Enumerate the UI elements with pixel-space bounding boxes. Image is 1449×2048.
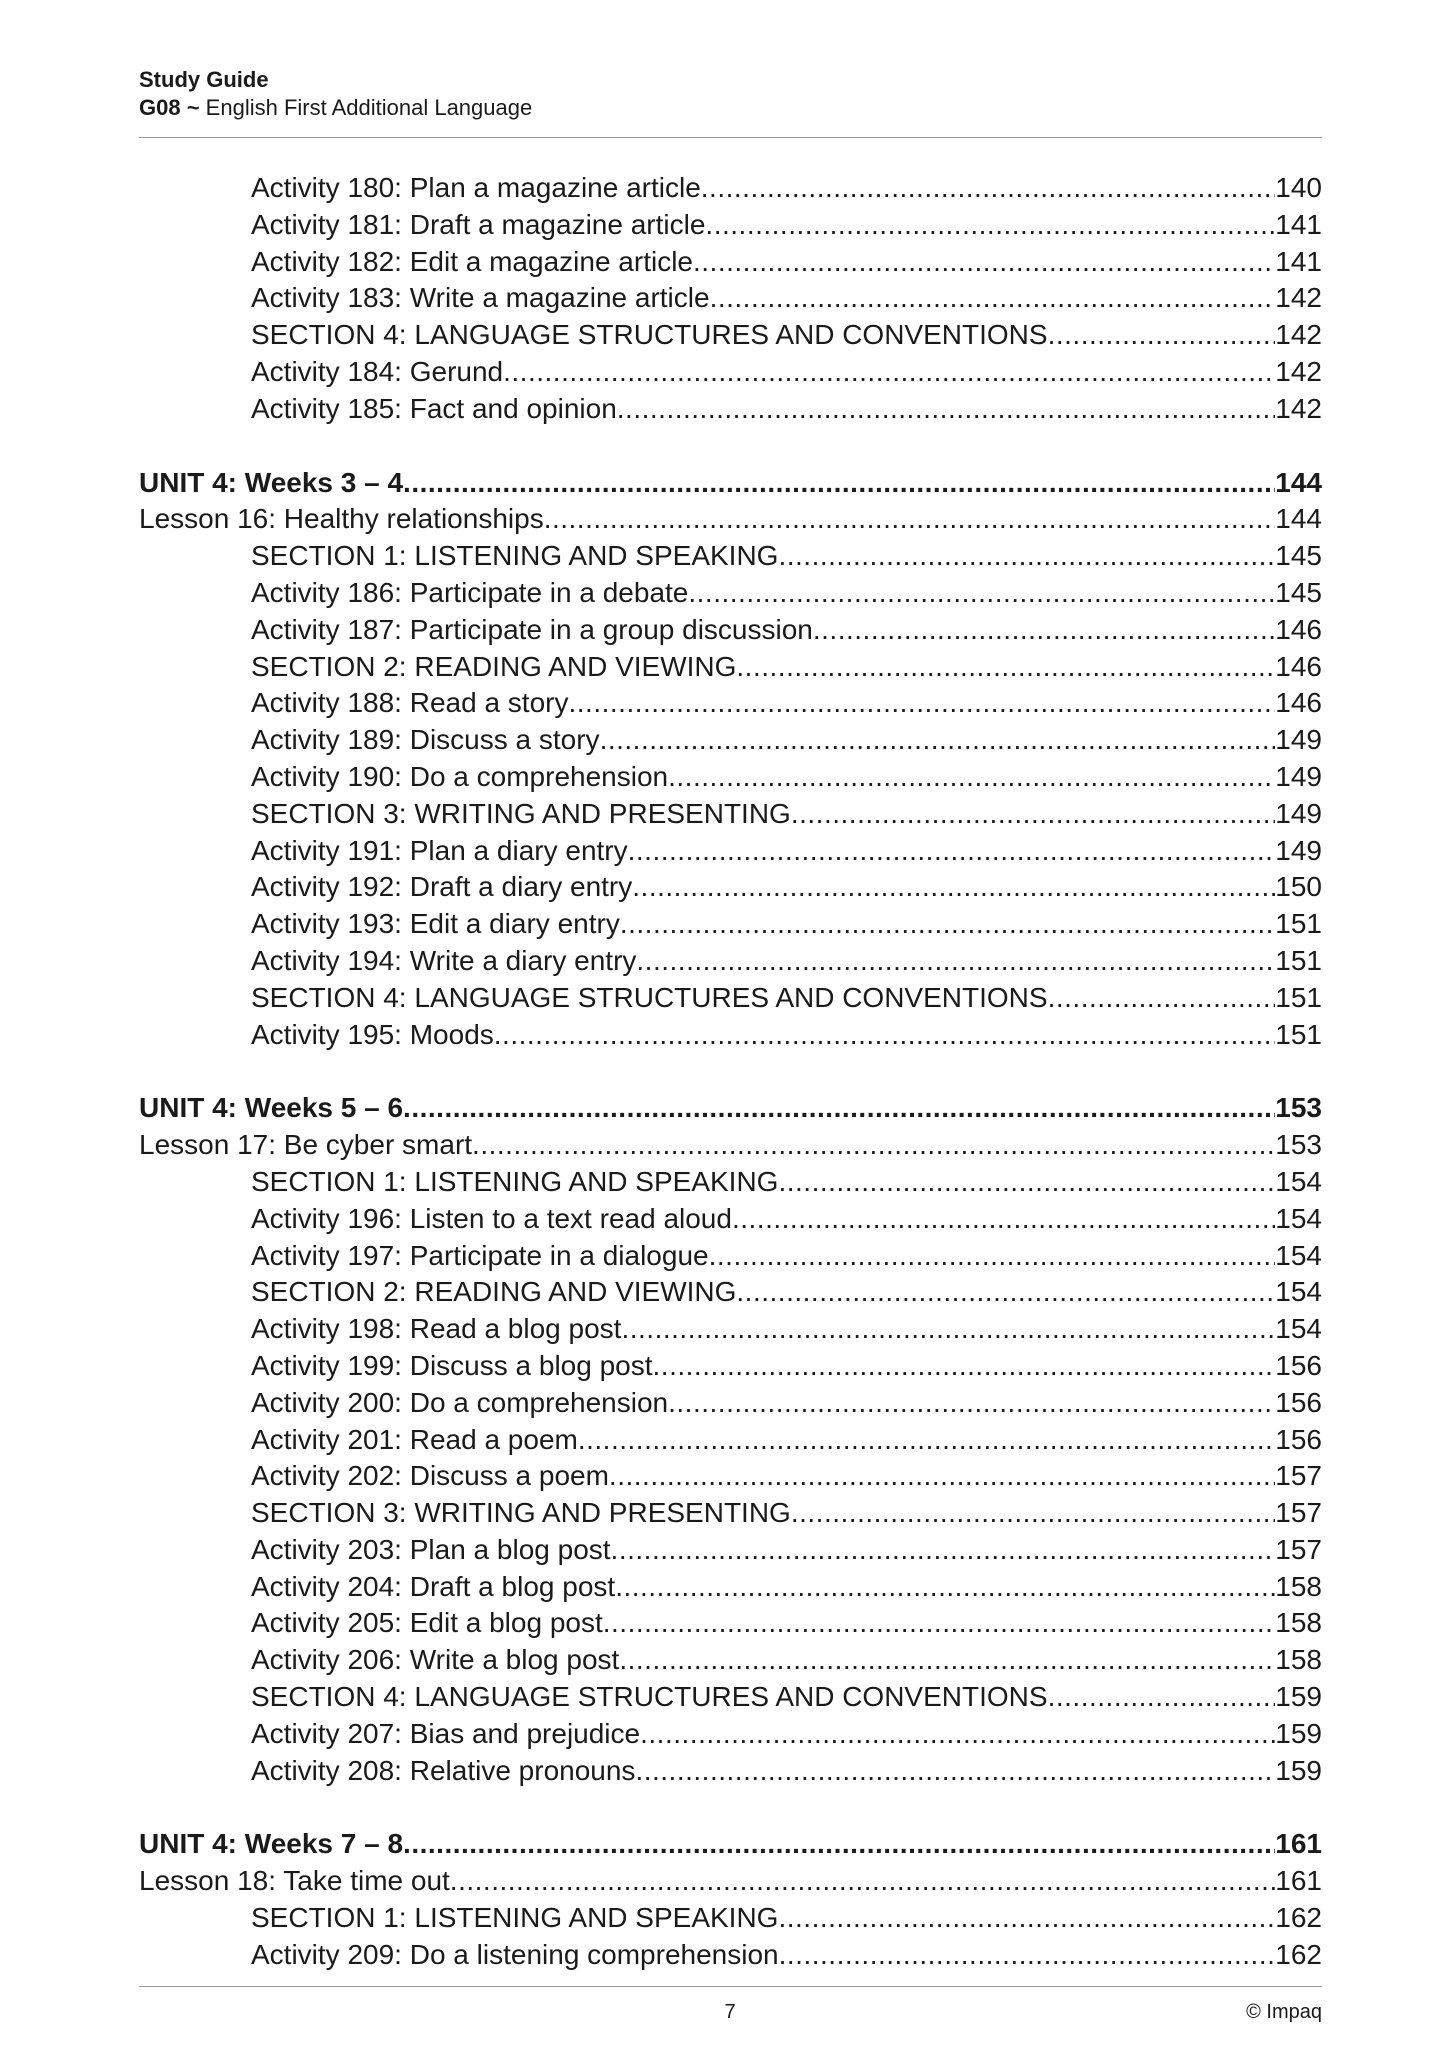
dot-leader [1048, 980, 1276, 1017]
toc-entry [139, 1937, 1322, 1974]
dot-leader [609, 1458, 1275, 1495]
toc-entry-title: Activity 183: Write a magazine article [251, 282, 710, 314]
toc-page-number: 141 [1275, 245, 1322, 277]
dot-leader [603, 1605, 1276, 1642]
dot-leader [778, 538, 1275, 575]
dot-leader [494, 1017, 1276, 1054]
toc-unit-heading [139, 1826, 1322, 1863]
dot-leader [472, 1127, 1275, 1164]
toc-entry-title: Activity 209: Do a listening comprehension [251, 1938, 779, 1970]
toc-page-number: 161 [1275, 1828, 1322, 1860]
toc-entry-title: SECTION 4: LANGUAGE STRUCTURES AND CONVENTIONS [251, 319, 1048, 351]
toc-entry-title: Activity 182: Edit a magazine article [251, 245, 693, 277]
toc-entry [139, 1458, 1322, 1495]
dot-leader [611, 1532, 1276, 1569]
dot-leader [778, 1900, 1275, 1937]
header-subject: English First Additional Language [205, 95, 533, 120]
toc-entry [139, 1532, 1322, 1569]
dot-leader [668, 1385, 1275, 1422]
dot-leader [791, 796, 1275, 833]
copyright-notice: © Impaq [1246, 2001, 1322, 2023]
dot-leader [736, 649, 1275, 686]
toc-entry [139, 906, 1322, 943]
toc-entry-title: UNIT 4: Weeks 3 – 4 [139, 466, 404, 498]
toc-page-number: 154 [1275, 1313, 1322, 1345]
dot-leader [544, 501, 1276, 538]
toc-entry-title: Activity 200: Do a comprehension [251, 1386, 669, 1418]
toc-page-number: 154 [1275, 1276, 1322, 1308]
toc-block [139, 465, 1322, 1054]
toc-block [139, 170, 1322, 428]
toc-lesson-entry [139, 501, 1322, 538]
toc-page-number: 156 [1275, 1349, 1322, 1381]
toc-page-number: 159 [1275, 1681, 1322, 1713]
header-title: Study Guide [139, 67, 269, 92]
toc-entry-title: Activity 187: Participate in a group discussion [251, 613, 813, 645]
toc-page-number: 157 [1275, 1460, 1322, 1492]
toc-entry [139, 612, 1322, 649]
toc-entry [139, 943, 1322, 980]
dot-leader [1048, 1679, 1276, 1716]
toc-entry-title: Lesson 16: Healthy relationships [139, 503, 544, 535]
toc-page-number: 146 [1275, 650, 1322, 682]
dot-leader [778, 1164, 1275, 1201]
toc-page-number: 159 [1275, 1717, 1322, 1749]
toc-page-number: 146 [1275, 687, 1322, 719]
toc-entry [139, 1605, 1322, 1642]
toc-page-number: 149 [1275, 797, 1322, 829]
page-number: 7 [724, 2001, 736, 2023]
toc-entry [139, 649, 1322, 686]
toc-page-number: 151 [1275, 981, 1322, 1013]
toc-page-number: 158 [1275, 1570, 1322, 1602]
dot-leader [503, 354, 1275, 391]
toc-entry [139, 207, 1322, 244]
toc-entry [139, 722, 1322, 759]
toc-unit-heading [139, 465, 1322, 502]
dot-leader [636, 943, 1275, 980]
toc-entry-title: Activity 199: Discuss a blog post [251, 1349, 653, 1381]
toc-page-number: 156 [1275, 1423, 1322, 1455]
dot-leader [732, 1201, 1275, 1238]
toc-entry [139, 1753, 1322, 1790]
toc-entry-title: Activity 198: Read a blog post [251, 1313, 622, 1345]
toc-unit-heading [139, 1090, 1322, 1127]
toc-page-number: 162 [1275, 1938, 1322, 1970]
dot-leader [628, 833, 1276, 870]
toc-entry-title: Lesson 18: Take time out [139, 1865, 450, 1897]
toc-block [139, 1826, 1322, 1973]
dot-leader [568, 685, 1275, 722]
dot-leader [617, 391, 1276, 428]
dot-leader [403, 465, 1275, 502]
toc-page-number: 153 [1275, 1092, 1322, 1124]
toc-page-number: 158 [1275, 1644, 1322, 1676]
header-subtitle [139, 94, 1322, 122]
dot-leader [619, 1642, 1275, 1679]
toc-entry [139, 833, 1322, 870]
toc-page-number: 162 [1275, 1902, 1322, 1934]
dot-leader [450, 1863, 1275, 1900]
toc-entry [139, 1716, 1322, 1753]
toc-entry-title: Activity 191: Plan a diary entry [251, 834, 628, 866]
dot-leader [621, 1311, 1275, 1348]
toc-entry [139, 1642, 1322, 1679]
toc-page-number: 159 [1275, 1754, 1322, 1786]
toc-entry-title: Activity 181: Draft a magazine article [251, 208, 706, 240]
toc-entry [139, 1201, 1322, 1238]
toc-page-number: 156 [1275, 1386, 1322, 1418]
dot-leader [705, 207, 1275, 244]
toc-entry [139, 1422, 1322, 1459]
toc-entry [139, 244, 1322, 281]
toc-entry [139, 575, 1322, 612]
dot-leader [653, 1348, 1276, 1385]
toc-entry [139, 1164, 1322, 1201]
header-grade: G08 ~ [139, 95, 200, 120]
toc-page-number: 142 [1275, 282, 1322, 314]
page-header [139, 66, 1322, 122]
dot-leader [709, 1238, 1276, 1275]
toc-entry-title: Lesson 17: Be cyber smart [139, 1129, 473, 1161]
toc-page-number: 145 [1275, 576, 1322, 608]
toc-entry [139, 1385, 1322, 1422]
dot-leader [701, 170, 1276, 207]
toc-entry-title: Activity 201: Read a poem [251, 1423, 578, 1455]
toc-page-number: 149 [1275, 834, 1322, 866]
toc-page-number: 158 [1275, 1607, 1322, 1639]
toc-page-number: 145 [1275, 540, 1322, 572]
table-of-contents [139, 170, 1322, 2011]
toc-block [139, 1090, 1322, 1789]
dot-leader [632, 869, 1275, 906]
toc-page-number: 142 [1275, 319, 1322, 351]
toc-entry-title: Activity 192: Draft a diary entry [251, 871, 633, 903]
toc-entry-title: Activity 195: Moods [251, 1018, 494, 1050]
toc-page-number: 161 [1275, 1865, 1322, 1897]
toc-entry-title: SECTION 4: LANGUAGE STRUCTURES AND CONVENTIONS [251, 1681, 1048, 1713]
toc-entry [139, 759, 1322, 796]
toc-entry-title: Activity 197: Participate in a dialogue [251, 1239, 709, 1271]
dot-leader [403, 1826, 1275, 1863]
toc-entry [139, 354, 1322, 391]
toc-entry-title: SECTION 2: READING AND VIEWING [251, 650, 737, 682]
toc-entry-title: UNIT 4: Weeks 5 – 6 [139, 1092, 404, 1124]
toc-lesson-entry [139, 1127, 1322, 1164]
toc-page-number: 157 [1275, 1533, 1322, 1565]
toc-entry-title: SECTION 3: WRITING AND PRESENTING [251, 797, 791, 829]
toc-entry [139, 317, 1322, 354]
toc-entry [139, 170, 1322, 207]
toc-entry [139, 980, 1322, 1017]
toc-page-number: 151 [1275, 1018, 1322, 1050]
toc-entry [139, 1495, 1322, 1532]
toc-page-number: 142 [1275, 355, 1322, 387]
toc-page-number: 151 [1275, 908, 1322, 940]
toc-entry-title: Activity 186: Participate in a debate [251, 576, 689, 608]
toc-page-number: 141 [1275, 208, 1322, 240]
dot-leader [688, 575, 1275, 612]
dot-leader [710, 280, 1276, 317]
toc-entry-title: Activity 189: Discuss a story [251, 724, 600, 756]
toc-entry [139, 1274, 1322, 1311]
toc-entry [139, 1311, 1322, 1348]
dot-leader [578, 1422, 1275, 1459]
toc-entry-title: Activity 205: Edit a blog post [251, 1607, 603, 1639]
dot-leader [600, 722, 1276, 759]
toc-entry-title: Activity 207: Bias and prejudice [251, 1717, 641, 1749]
toc-entry-title: Activity 202: Discuss a poem [251, 1460, 609, 1492]
dot-leader [640, 1716, 1275, 1753]
toc-entry-title: SECTION 1: LISTENING AND SPEAKING [251, 1902, 779, 1934]
toc-entry [139, 1679, 1322, 1716]
toc-entry [139, 1238, 1322, 1275]
dot-leader [779, 1937, 1276, 1974]
dot-leader [635, 1753, 1275, 1790]
toc-entry-title: SECTION 1: LISTENING AND SPEAKING [251, 1165, 779, 1197]
footer-divider [139, 1986, 1322, 1987]
dot-leader [620, 906, 1275, 943]
toc-page-number: 144 [1275, 503, 1322, 535]
toc-entry-title: SECTION 3: WRITING AND PRESENTING [251, 1497, 791, 1529]
toc-page-number: 140 [1275, 172, 1322, 203]
toc-page-number: 149 [1275, 724, 1322, 756]
toc-entry [139, 1900, 1322, 1937]
dot-leader [736, 1274, 1275, 1311]
toc-entry-title: Activity 206: Write a blog post [251, 1644, 620, 1676]
toc-page-number: 154 [1275, 1165, 1322, 1197]
toc-page-number: 142 [1275, 392, 1322, 424]
toc-entry-title: Activity 194: Write a diary entry [251, 944, 637, 976]
toc-page-number: 150 [1275, 871, 1322, 903]
toc-entry-title: Activity 185: Fact and opinion [251, 392, 617, 424]
toc-entry-title: Activity 203: Plan a blog post [251, 1533, 611, 1565]
toc-entry-title: Activity 196: Listen to a text read aloud [251, 1202, 732, 1234]
toc-entry-title: Activity 190: Do a comprehension [251, 760, 669, 792]
toc-entry-title: UNIT 4: Weeks 7 – 8 [139, 1828, 404, 1860]
toc-page-number: 154 [1275, 1239, 1322, 1271]
dot-leader [791, 1495, 1275, 1532]
dot-leader [1048, 317, 1276, 354]
toc-entry-title: Activity 184: Gerund [251, 355, 504, 387]
toc-page-number: 149 [1275, 760, 1322, 792]
toc-page-number: 154 [1275, 1202, 1322, 1234]
toc-page-number: 146 [1275, 613, 1322, 645]
toc-page-number: 153 [1275, 1129, 1322, 1161]
toc-entry [139, 1017, 1322, 1054]
dot-leader [615, 1569, 1275, 1606]
toc-entry [139, 391, 1322, 428]
toc-entry-title: SECTION 2: READING AND VIEWING [251, 1276, 737, 1308]
toc-entry-title: Activity 193: Edit a diary entry [251, 908, 620, 940]
toc-entry-title: Activity 180: Plan a magazine article [251, 172, 701, 203]
dot-leader [813, 612, 1275, 649]
toc-entry-title: Activity 204: Draft a blog post [251, 1570, 616, 1602]
toc-entry [139, 1569, 1322, 1606]
toc-entry [139, 869, 1322, 906]
dot-leader [668, 759, 1275, 796]
toc-page-number: 157 [1275, 1497, 1322, 1529]
toc-entry [139, 280, 1322, 317]
toc-page-number: 144 [1275, 466, 1322, 498]
toc-entry [139, 538, 1322, 575]
toc-entry-title: Activity 208: Relative pronouns [251, 1754, 636, 1786]
toc-entry-title: SECTION 4: LANGUAGE STRUCTURES AND CONVENTIONS [251, 981, 1048, 1013]
toc-entry-title: SECTION 1: LISTENING AND SPEAKING [251, 540, 779, 572]
toc-entry [139, 1348, 1322, 1385]
dot-leader [403, 1090, 1275, 1127]
toc-entry [139, 796, 1322, 833]
toc-page-number: 151 [1275, 944, 1322, 976]
header-divider [139, 137, 1322, 138]
toc-lesson-entry [139, 1863, 1322, 1900]
toc-entry [139, 685, 1322, 722]
dot-leader [693, 244, 1275, 281]
toc-entry-title: Activity 188: Read a story [251, 687, 569, 719]
